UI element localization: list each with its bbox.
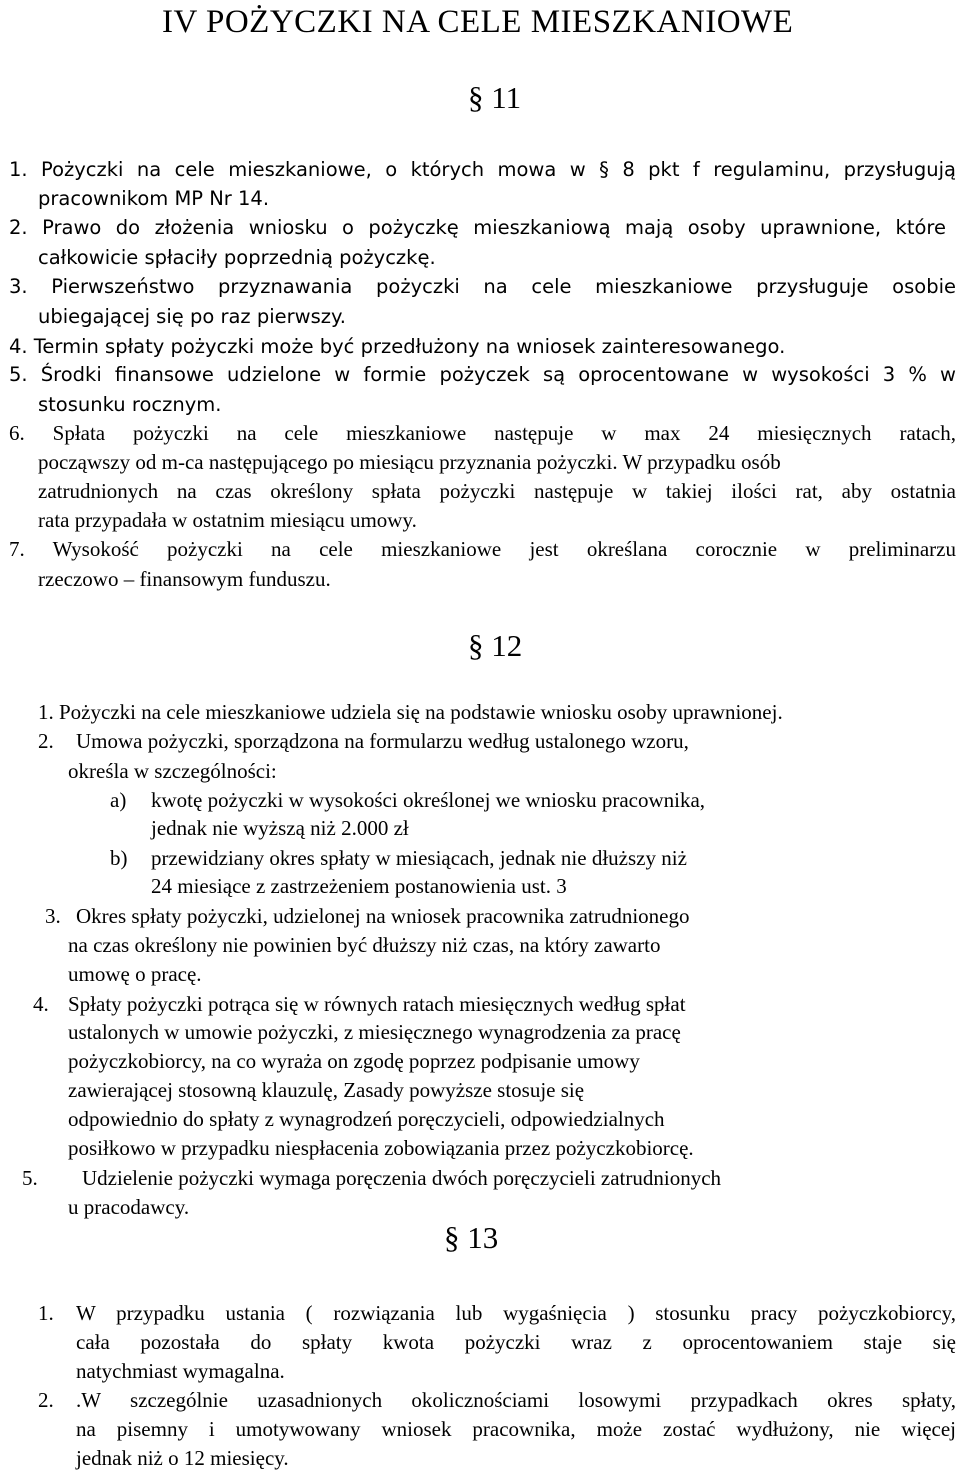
s11-line: rzeczowo – finansowym funduszu. — [38, 567, 331, 591]
s12-subitem-letter: a) — [110, 788, 127, 812]
section-11-heading: § 11 — [468, 80, 522, 115]
s11-line: 4. Termin spłaty pożyczki może być przedłużony na wniosek zainteresowanego. — [9, 335, 786, 358]
s12-item-number: 2. — [38, 729, 54, 753]
s11-line: począwszy od m-ca następującego po miesiącu przyznania pożyczki. W przypadku osób — [38, 450, 781, 474]
s13-line: na pisemny i umotywowany wniosek pracownika, może zostać wydłużony, nie więcej — [76, 1417, 956, 1441]
s11-line: rata przypadała w ostatnim miesiącu umowy. — [38, 508, 417, 532]
s13-line: cała pozostała do spłaty kwota pożyczki wraz z oprocentowaniem staje się — [76, 1330, 956, 1354]
s11-line: pracownikom MP Nr 14. — [38, 187, 270, 210]
s11-line: ubiegającej się po raz pierwszy. — [38, 305, 346, 328]
section-12-heading: § 12 — [468, 628, 523, 663]
s13-item-number: 2. — [38, 1388, 54, 1412]
s13-line: natychmiast wymagalna. — [76, 1359, 285, 1383]
s12-line: jednak nie wyższą niż 2.000 zł — [151, 816, 409, 840]
s12-line: odpowiednio do spłaty z wynagrodzeń poręczycieli, odpowiedzialnych — [68, 1107, 665, 1131]
s11-line: 6. Spłata pożyczki na cele mieszkaniowe następuje w max 24 miesięcznych ratach, — [9, 421, 956, 445]
s12-subitem-letter: b) — [110, 846, 128, 870]
s11-line: 5. Środki finansowe udzielone w formie pożyczek są oprocentowane w wysokości 3 % w — [9, 363, 956, 386]
s12-line: Udzielenie pożyczki wymaga poręczenia dwóch poręczycieli zatrudnionych — [82, 1166, 722, 1190]
s12-line: 1. Pożyczki na cele mieszkaniowe udziela się na podstawie wniosku osoby uprawnionej. — [38, 700, 783, 724]
s11-line: 3. Pierwszeństwo przyznawania pożyczki na cele mieszkaniowe przysługuje osobie — [9, 275, 956, 298]
s12-line: Spłaty pożyczki potrąca się w równych ratach miesięcznych według spłat — [68, 992, 686, 1016]
s12-line: zawierającej stosowną klauzulę, Zasady powyższe stosuje się — [68, 1078, 585, 1102]
s12-line: u pracodawcy. — [68, 1195, 190, 1219]
s12-line: Umowa pożyczki, sporządzona na formularzu według ustalonego wzoru, — [76, 729, 689, 753]
s11-line: 7. Wysokość pożyczki na cele mieszkaniowe jest określana corocznie w preliminarzu — [9, 537, 956, 561]
s12-line: umowę o pracę. — [68, 962, 202, 986]
s12-line: posiłkowo w przypadku niespłacenia zobowiązania przez pożyczkobiorcę. — [68, 1136, 694, 1160]
s13-line: W przypadku ustania ( rozwiązania lub wygaśnięcia ) stosunku pracy pożyczkobiorcy, — [76, 1301, 956, 1325]
chapter-title: IV POŻYCZKI NA CELE MIESZKANIOWE — [162, 4, 794, 40]
s11-line: zatrudnionych na czas określony spłata pożyczki następuje w takiej ilości rat, aby ostatnia — [38, 479, 956, 503]
s12-line: 24 miesiące z zastrzeżeniem postanowienia ust. 3 — [151, 874, 567, 898]
s12-line: pożyczkobiorcy, na co wyraża on zgodę poprzez podpisanie umowy — [68, 1049, 640, 1073]
s13-line: .W szczególnie uzasadnionych okolicznościami losowymi przypadkach okres spłaty, — [76, 1388, 956, 1412]
s11-line: całkowicie spłaciły poprzednią pożyczkę. — [38, 246, 436, 269]
s13-item-number: 1. — [38, 1301, 54, 1325]
s12-line: Okres spłaty pożyczki, udzielonej na wniosek pracownika zatrudnionego — [76, 904, 690, 928]
s13-line: jednak niż o 12 miesięcy. — [76, 1446, 289, 1470]
s11-line: stosunku rocznym. — [38, 393, 222, 416]
s12-item-number: 3. — [45, 904, 61, 928]
s12-line: przewidziany okres spłaty w miesiącach, jednak nie dłuższy niż — [151, 846, 687, 870]
s12-line: określa w szczególności: — [68, 759, 277, 783]
s12-item-number: 5. — [22, 1166, 38, 1190]
section-13-heading: § 13 — [444, 1220, 499, 1255]
s12-line: ustalonych w umowie pożyczki, z miesięcznego wynagrodzenia za pracę — [68, 1020, 681, 1044]
s12-line: kwotę pożyczki w wysokości określonej we wniosku pracownika, — [151, 788, 706, 812]
s12-item-number: 4. — [33, 992, 49, 1016]
s11-line: 1. Pożyczki na cele mieszkaniowe, o których mowa w § 8 pkt f regulaminu, przysługują — [9, 158, 956, 181]
s11-line: 2. Prawo do złożenia wniosku o pożyczkę mieszkaniową mają osoby uprawnione, które — [9, 216, 946, 239]
s12-line: na czas określony nie powinien być dłuższy niż czas, na który zawarto — [68, 933, 661, 957]
